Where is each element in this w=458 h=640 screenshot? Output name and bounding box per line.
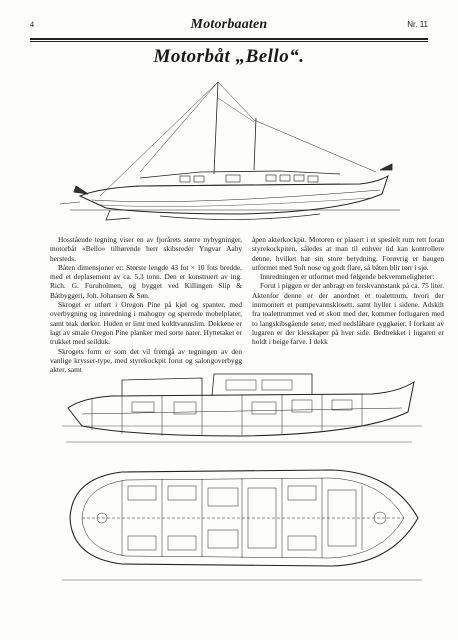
paragraph: Hosstående tegning viser en av fjorårets større nybygninger, motorbåt «Bello» tilhørende herr skibsreder Yngvar Aaby hersteds.	[50, 235, 242, 263]
boat-plan-drawing	[62, 368, 422, 598]
text-column-right	[252, 235, 444, 347]
page-header	[30, 17, 428, 35]
header-rule	[30, 38, 428, 40]
paragraph: Båten dimensjoner er: Største lengde 43 fot × 10 fots bredde, med et deplasement av ca. 5,3 tonn. Den er konstruert av ing. Rich. G. Furuholmen, og bygget ved Killingen Slip & Båtbyggeri, Joh. Johansen & Søn.	[50, 262, 242, 300]
paragraph: Innredningen er utformet med følgende bekvemmeligheter:	[260, 272, 435, 282]
boat-profile-drawing	[40, 78, 420, 228]
magazine-title: Motorbaaten	[190, 17, 268, 32]
paragraph: Skrogets form er som det vil fremgå av tegningen av den vanlige krysser-type, med styrekockpit forut og salongoverbygg akter, samt	[50, 346, 242, 375]
paragraph: Skroget er utført i Oregon Pine på kjøl og spanter, med overbygning og innredning i mahogny og sperrede mobelplater, samt teak dørker. Huden er limt med koldtvannslim. Dekkene er lagt av smale Oregon Pine planker med sorte nater. Hyttetaket er trukket med seilduk.	[50, 300, 242, 347]
article-title: Motorbåt „Bello“.	[153, 46, 305, 67]
text-column-left	[50, 235, 242, 374]
paragraph: Forut i piggen er der anbragt en ferskvannstank på ca. 75 liter. Aktenfor denne er der anordnet et toalettrum, hvori der innmontert et pumpevannsklosett, samt hyller i sidene. Adskilt fra toalettrummet ved et skott med dør, kommer forlugaren med to langskibsgående seter, med nedslåbare ryggkøier. I forkant av lugaren er der klesskaper på hver side. Bedtrekket i lugaren er holdt i beige farve. I dekk	[252, 281, 444, 347]
issue-number: Nr. 11	[407, 20, 428, 29]
header-rule-thin	[30, 41, 428, 42]
page-number: 4	[30, 20, 34, 29]
paragraph: åpen akterkockpit. Motoren er plasert i et spesielt rum rett foran styrekockpiten, således at man til enhver tid kan kontrollere denne, hvilket har sin store betydning. Forøvrig er baugen utformet med Soft nose og godt flare, så båten blir tørr i sjø.	[252, 235, 444, 272]
